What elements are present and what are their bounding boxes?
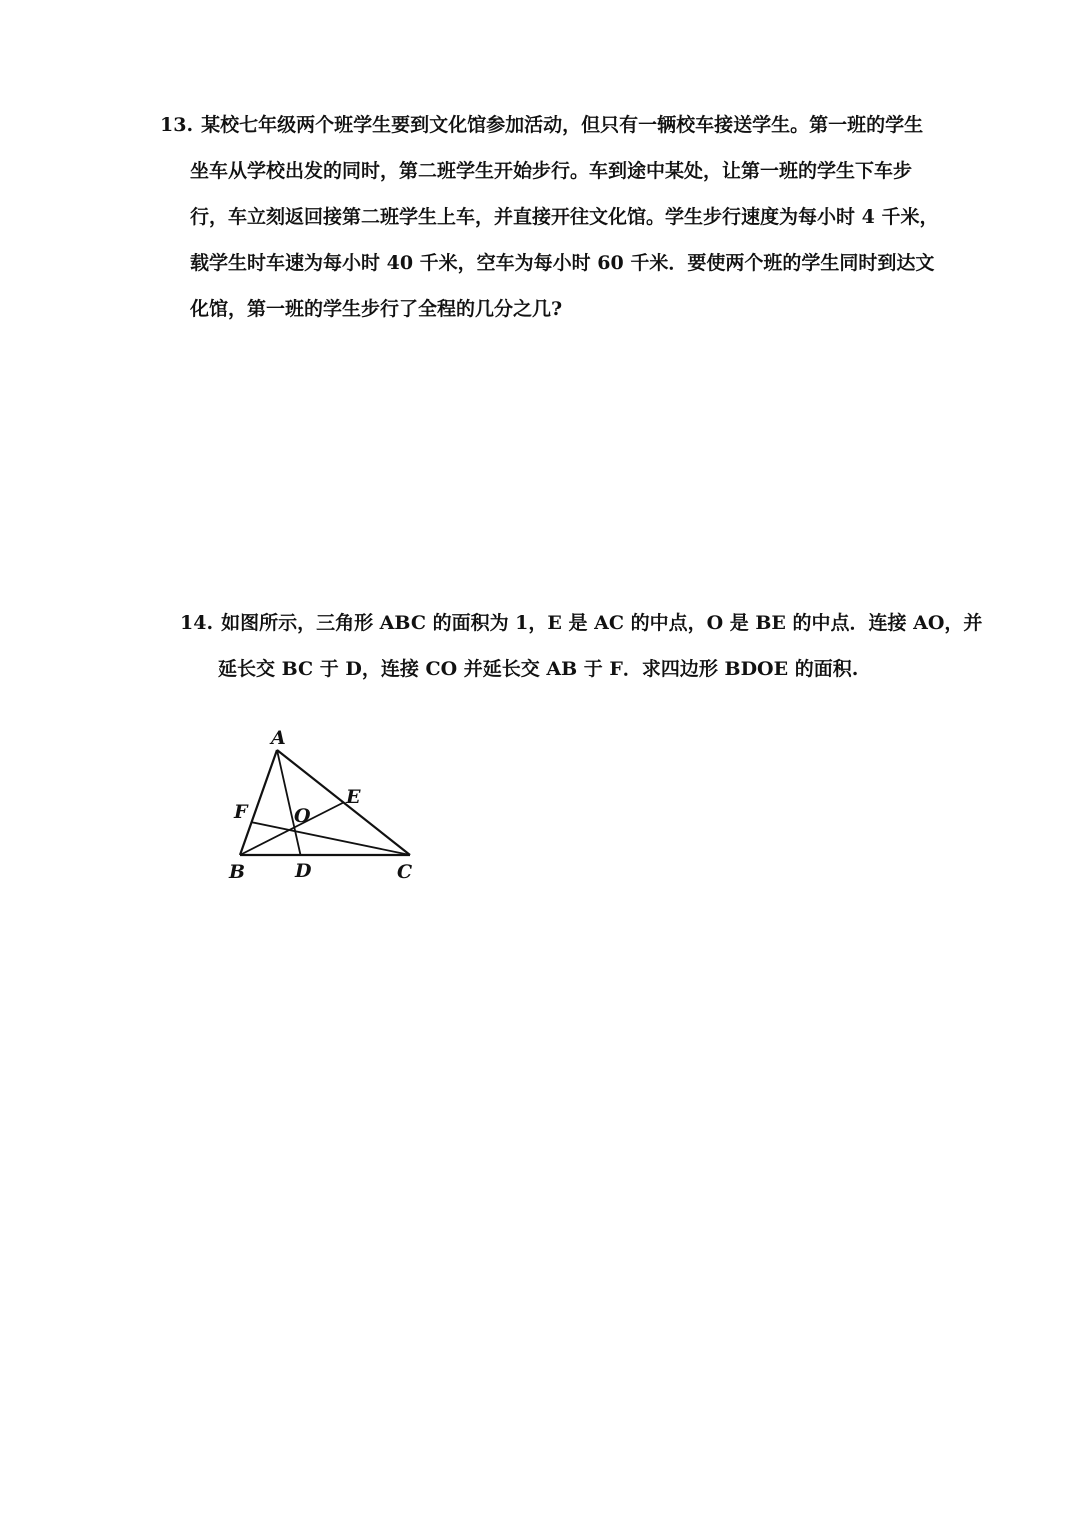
question-14: [180, 600, 983, 692]
question-13-text-1: 某校七年级两个班学生要到文化馆参加活动，但只有一辆校车接送学生。第一班的学生: [201, 114, 924, 136]
question-13-line-2: 坐车从学校出发的同时，第二班学生开始步行。车到途中某处，让第一班的学生下车步: [190, 160, 913, 182]
label-a: A: [271, 727, 286, 749]
question-13-line-4: 载学生时车速为每小时 40 千米，空车为每小时 60 千米．要使两个班的学生同时到达文: [190, 252, 935, 274]
question-13-line-1: [160, 102, 924, 148]
triangle-diagram: [220, 720, 430, 890]
question-13: [160, 102, 939, 332]
question-14-line-2: 延长交 BC 于 D，连接 CO 并延长交 AB 于 F．求四边形 BDOE 的面积.: [218, 658, 859, 680]
question-14-number: 14.: [180, 612, 214, 634]
question-14-line-1: [180, 600, 983, 646]
question-13-line-5: 化馆，第一班的学生步行了全程的几分之几?: [190, 298, 563, 320]
question-14-text-1: 如图所示，三角形 ABC 的面积为 1，E 是 AC 的中点，O 是 BE 的中点．连接 AO，并: [221, 612, 983, 634]
label-b: B: [229, 861, 246, 883]
label-o: O: [294, 805, 311, 827]
label-c: C: [397, 861, 413, 883]
label-d: D: [295, 860, 312, 882]
question-13-number: 13.: [160, 114, 194, 136]
label-f: F: [234, 801, 248, 823]
triangle-figure: [220, 720, 430, 890]
segment-cf: [252, 822, 410, 855]
label-e: E: [346, 786, 361, 808]
question-13-line-3: 行，车立刻返回接第二班学生上车，并直接开往文化馆。学生步行速度为每小时 4 千米，: [190, 206, 939, 228]
